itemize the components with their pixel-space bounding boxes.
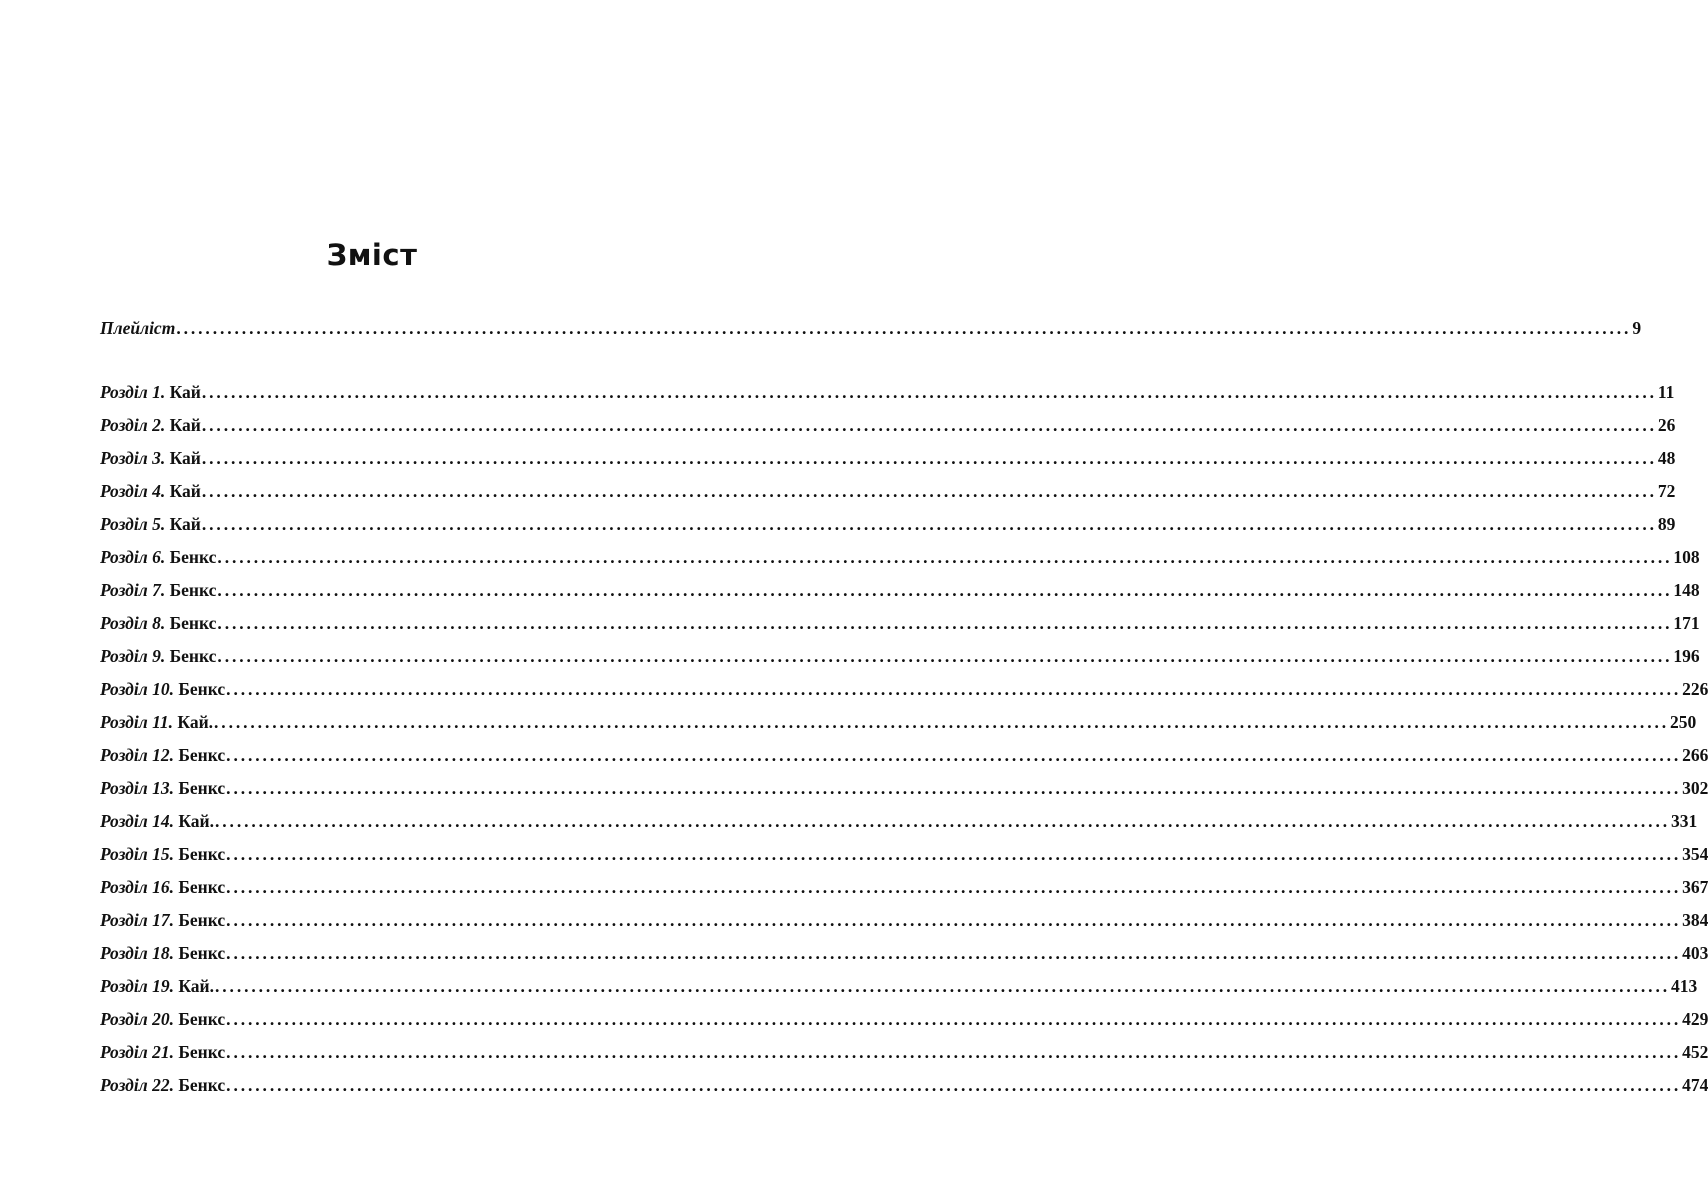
toc-entry-label: [100, 1075, 225, 1096]
toc-row: [100, 943, 1708, 976]
toc-row: [100, 514, 1676, 547]
dot-leader: ........................................................................................................................................................................................................: [201, 481, 1657, 501]
toc-entry-label: [100, 382, 201, 403]
toc-playlist-entry: [100, 318, 1642, 351]
page-number: 148: [1673, 580, 1700, 600]
toc-entry-label: [100, 1009, 225, 1030]
page-number: 403: [1682, 943, 1708, 963]
toc-entry-label: [100, 976, 214, 997]
dot-leader: ........................................................................................................................................................................................................: [201, 448, 1657, 468]
chapter-name: Бенкс: [178, 844, 226, 864]
dot-leader: ........................................................................................................................................................................................................: [226, 943, 1682, 963]
toc-entry-label: [100, 514, 201, 535]
page-number: 89: [1657, 514, 1676, 534]
chapter-prefix: Розділ 11.: [100, 712, 173, 732]
page-number: 266: [1682, 745, 1708, 765]
dot-leader: ........................................................................................................................................................................................................: [226, 877, 1682, 897]
page-number: 413: [1671, 976, 1698, 996]
dot-leader: ........................................................................................................................................................................................................: [201, 514, 1657, 534]
dot-leader: ........................................................................................................................................................................................................: [217, 547, 1673, 567]
dot-leader: ........................................................................................................................................................................................................: [226, 778, 1682, 798]
dot-leader: ........................................................................................................................................................................................................: [214, 712, 1670, 732]
toc-row: [100, 646, 1700, 679]
page-number: 26: [1657, 415, 1676, 435]
chapter-prefix: Розділ 18.: [100, 943, 174, 963]
chapter-name: Кай: [169, 448, 201, 468]
page-number: 452: [1682, 1042, 1708, 1062]
chapter-name: Бенкс: [178, 910, 226, 930]
chapter-prefix: Розділ 4.: [100, 481, 166, 501]
toc-row: [100, 778, 1708, 811]
toc-entry-label: [100, 910, 225, 931]
toc-row: [100, 580, 1700, 613]
dot-leader: ........................................................................................................................................................................................................: [226, 745, 1682, 765]
page-number: 226: [1682, 679, 1708, 699]
toc-row: [100, 547, 1700, 580]
toc-row: [100, 910, 1708, 943]
toc-row: [100, 318, 1642, 351]
toc-entry-label: [100, 481, 201, 502]
playlist-label: Плейліст: [100, 318, 176, 338]
page-number: 48: [1657, 448, 1676, 468]
toc-row: [100, 679, 1708, 712]
toc-row: [100, 1042, 1708, 1075]
toc-row: [100, 877, 1708, 910]
chapter-name: Бенкс: [178, 877, 226, 897]
toc-row: [100, 1009, 1708, 1042]
dot-leader: ........................................................................................................................................................................................................: [201, 415, 1657, 435]
chapter-prefix: Розділ 3.: [100, 448, 166, 468]
chapter-name: Кай.: [178, 976, 214, 996]
toc-entry-label: [100, 943, 225, 964]
chapter-name: Бенкс: [169, 547, 217, 567]
toc-entry-label: [100, 646, 216, 667]
page-number: 302: [1682, 778, 1708, 798]
dot-leader: ........................................................................................................................................................................................................: [226, 1009, 1682, 1029]
toc-entry-label: [100, 811, 214, 832]
chapter-name: Кай.: [178, 811, 214, 831]
dot-leader: ........................................................................................................................................................................................................: [176, 318, 1632, 338]
toc-entry-label: [100, 318, 175, 339]
toc-row: [100, 382, 1675, 415]
dot-leader: ........................................................................................................................................................................................................: [215, 811, 1670, 831]
toc-row: [100, 745, 1708, 778]
dot-leader: ........................................................................................................................................................................................................: [217, 646, 1673, 666]
toc-row: [100, 415, 1676, 448]
chapter-name: Кай.: [177, 712, 214, 732]
dot-leader: ........................................................................................................................................................................................................: [226, 1075, 1682, 1095]
chapter-prefix: Розділ 15.: [100, 844, 174, 864]
page-number: 384: [1682, 910, 1708, 930]
chapter-prefix: Розділ 6.: [100, 547, 166, 567]
dot-leader: ........................................................................................................................................................................................................: [217, 613, 1673, 633]
chapter-name: Кай: [169, 514, 201, 534]
page-number: 331: [1671, 811, 1698, 831]
toc-entry-label: [100, 778, 225, 799]
chapter-prefix: Розділ 7.: [100, 580, 166, 600]
page-number: 171: [1673, 613, 1700, 633]
chapter-prefix: Розділ 20.: [100, 1009, 174, 1029]
page-number: 196: [1673, 646, 1700, 666]
page-number: 367: [1682, 877, 1708, 897]
chapter-name: Бенкс: [169, 646, 217, 666]
chapter-name: Бенкс: [178, 679, 226, 699]
chapter-name: Кай: [169, 382, 201, 402]
chapter-name: Бенкс: [169, 580, 217, 600]
page-number: 108: [1673, 547, 1700, 567]
toc-entry-label: [100, 448, 201, 469]
toc-row: [100, 448, 1676, 481]
toc-entry-label: [100, 679, 225, 700]
toc-row: [100, 613, 1700, 646]
dot-leader: ........................................................................................................................................................................................................: [226, 1042, 1682, 1062]
chapter-name: Бенкс: [169, 613, 217, 633]
chapter-name: Бенкс: [178, 745, 226, 765]
page-number: 474: [1682, 1075, 1708, 1095]
toc-row: [100, 976, 1698, 1009]
dot-leader: ........................................................................................................................................................................................................: [201, 382, 1657, 402]
toc-chapter-list: [100, 382, 1708, 1108]
chapter-prefix: Розділ 12.: [100, 745, 174, 765]
chapter-prefix: Розділ 10.: [100, 679, 174, 699]
chapter-prefix: Розділ 9.: [100, 646, 166, 666]
chapter-name: Бенкс: [178, 1009, 226, 1029]
toc-entry-label: [100, 613, 216, 634]
page-number: 250: [1670, 712, 1697, 732]
toc-entry-label: [100, 547, 216, 568]
chapter-prefix: Розділ 13.: [100, 778, 174, 798]
page-number: 9: [1632, 318, 1642, 338]
toc-entry-label: [100, 877, 225, 898]
page-title: Зміст: [326, 238, 418, 272]
toc-row: [100, 712, 1697, 745]
toc-row: [100, 481, 1676, 514]
toc-row: [100, 1075, 1708, 1108]
chapter-prefix: Розділ 8.: [100, 613, 166, 633]
chapter-name: Бенкс: [178, 1042, 226, 1062]
dot-leader: ........................................................................................................................................................................................................: [215, 976, 1670, 996]
chapter-prefix: Розділ 14.: [100, 811, 174, 831]
page-number: 72: [1657, 481, 1676, 501]
toc-entry-label: [100, 712, 213, 733]
dot-leader: ........................................................................................................................................................................................................: [226, 844, 1682, 864]
page-number: 354: [1682, 844, 1708, 864]
toc-entry-label: [100, 580, 216, 601]
chapter-prefix: Розділ 22.: [100, 1075, 174, 1095]
toc-row: [100, 844, 1708, 877]
chapter-name: Кай: [169, 415, 201, 435]
page-number: 11: [1657, 382, 1675, 402]
dot-leader: ........................................................................................................................................................................................................: [217, 580, 1673, 600]
chapter-prefix: Розділ 17.: [100, 910, 174, 930]
chapter-prefix: Розділ 21.: [100, 1042, 174, 1062]
chapter-prefix: Розділ 19.: [100, 976, 174, 996]
toc-row: [100, 811, 1698, 844]
page-number: 429: [1682, 1009, 1708, 1029]
toc-entry-label: [100, 844, 225, 865]
chapter-name: Бенкс: [178, 1075, 226, 1095]
chapter-name: Бенкс: [178, 778, 226, 798]
dot-leader: ........................................................................................................................................................................................................: [226, 910, 1682, 930]
toc-entry-label: [100, 745, 225, 766]
toc-entry-label: [100, 415, 201, 436]
toc-entry-label: [100, 1042, 225, 1063]
dot-leader: ........................................................................................................................................................................................................: [226, 679, 1682, 699]
chapter-prefix: Розділ 1.: [100, 382, 166, 402]
chapter-prefix: Розділ 2.: [100, 415, 166, 435]
chapter-name: Бенкс: [178, 943, 226, 963]
chapter-prefix: Розділ 5.: [100, 514, 166, 534]
chapter-name: Кай: [169, 481, 201, 501]
chapter-prefix: Розділ 16.: [100, 877, 174, 897]
